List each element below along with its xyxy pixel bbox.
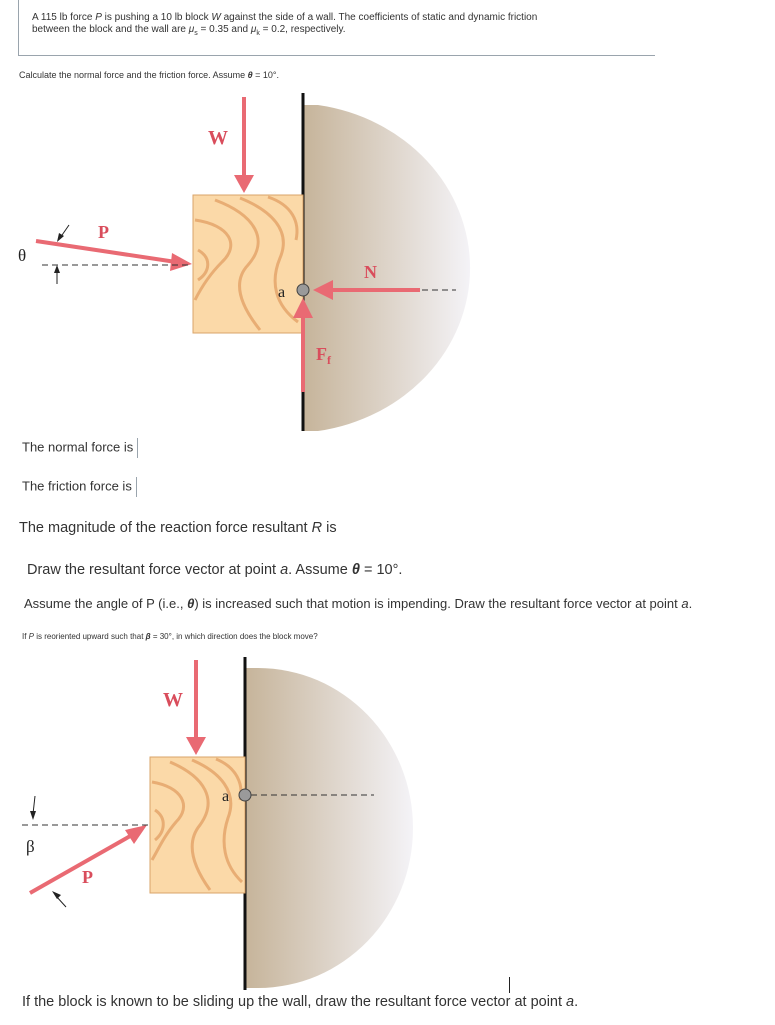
problem-statement (32, 12, 632, 40)
point-a-marker[interactable] (297, 284, 309, 296)
label-P: P (98, 222, 109, 242)
label-P: P (82, 867, 93, 887)
instruction-text: . (574, 994, 579, 1010)
instruction-text: Draw the resultant force vector at point (27, 562, 281, 578)
question-text: is (322, 520, 337, 536)
problem-text-part: against the side of a wall. The coefficients of static and dynamic friction (220, 12, 538, 23)
part1-instruction (19, 70, 279, 80)
symbol-a: a (681, 596, 689, 611)
weight-arrow-head (186, 737, 206, 755)
draw-resultant-instruction (27, 562, 402, 578)
question-text: = 30°, in which direction does the block move? (150, 632, 318, 641)
instruction-text: = 10°. (359, 562, 403, 578)
symbol-P: P (28, 632, 35, 641)
sliding-up-instruction (22, 994, 578, 1010)
question-text: is reoriented upward such that (34, 632, 146, 641)
problem-text-part: = 0.35 and (197, 24, 251, 35)
normal-force-answer-field[interactable] (137, 438, 138, 458)
point-a-marker[interactable] (239, 789, 251, 801)
reorient-question (22, 632, 318, 641)
force-P-arrow-shaft (36, 241, 176, 262)
normal-force-question (22, 438, 138, 458)
subscript-s: s (194, 30, 198, 37)
symbol-theta: θ (351, 562, 360, 578)
symbol-beta: β (145, 632, 151, 641)
label-W: W (163, 689, 183, 711)
impending-motion-instruction (24, 596, 692, 611)
instruction-text: Calculate the normal force and the friction force. Assume (19, 70, 248, 80)
friction-force-label: The friction force is (22, 478, 132, 494)
question-text: The magnitude of the reaction force resultant (19, 520, 312, 536)
symbol-a: a (566, 994, 575, 1010)
figure-2-diagram (0, 652, 430, 994)
force-P-arrow-head (125, 825, 147, 844)
label-W: W (208, 127, 228, 149)
instruction-text: If the block is known to be sliding up the wall, draw the resultant force vector at point (22, 994, 567, 1010)
text-cursor (509, 977, 510, 993)
friction-force-answer-field[interactable] (136, 477, 137, 497)
theta-indicator-bottom-head (54, 265, 60, 273)
symbol-a: a (280, 562, 289, 578)
label-N: N (364, 262, 377, 282)
wood-block (193, 195, 303, 333)
label-a: a (222, 788, 230, 805)
problem-text-part: = 0.2, respectively. (259, 24, 346, 35)
friction-force-question (22, 477, 137, 497)
subscript-k: k (256, 30, 260, 37)
symbol-mu: μ (188, 24, 195, 35)
label-beta: β (26, 837, 35, 856)
wall-shading (245, 668, 413, 988)
wall-shading (303, 105, 470, 431)
question-text: If (22, 632, 29, 641)
symbol-W: W (211, 12, 221, 23)
force-P-arrow-head (170, 253, 192, 271)
instruction-text: Assume the angle of P (i.e., (24, 596, 188, 611)
problem-text-part: A 115 lb force (32, 12, 96, 23)
label-theta: θ (18, 246, 27, 265)
label-a: a (278, 284, 286, 301)
force-P-arrow-shaft (30, 835, 132, 893)
symbol-mu: μ (250, 24, 257, 35)
normal-force-label: The normal force is (22, 439, 134, 455)
beta-indicator-top-head (30, 811, 36, 820)
symbol-theta: θ (187, 596, 195, 611)
instruction-text: = 10°. (252, 70, 280, 80)
problem-text-part: is pushing a 10 lb block (101, 12, 212, 23)
problem-text-part: between the block and the wall are (32, 24, 189, 35)
beta-indicator-bottom-head (52, 891, 61, 899)
instruction-text: ) is increased such that motion is impending. Draw the resultant force vector at point (194, 596, 682, 611)
instruction-text: . Assume (288, 562, 352, 578)
symbol-P: P (95, 12, 102, 23)
label-F: F (316, 344, 327, 364)
wood-block (150, 757, 245, 893)
figure-1-diagram (0, 85, 520, 435)
resultant-magnitude-question (19, 520, 337, 536)
symbol-R: R (311, 520, 323, 536)
symbol-theta: θ (247, 70, 253, 80)
weight-arrow-head (234, 175, 254, 193)
instruction-text: . (688, 596, 693, 611)
label-subscript-f: f (327, 353, 331, 367)
